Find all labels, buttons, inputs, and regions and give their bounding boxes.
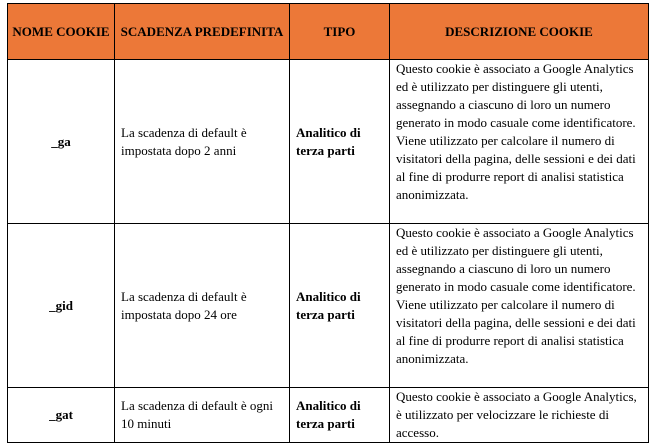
cookie-expiry-cell: La scadenza di default è ogni 10 minuti xyxy=(115,388,290,443)
cookie-expiry-cell: La scadenza di default è impostata dopo 2 anni xyxy=(115,60,290,224)
cookie-name-cell: _gid xyxy=(8,224,115,388)
cookie-expiry-cell: La scadenza di default è impostata dopo 24 ore xyxy=(115,224,290,388)
cookie-name-cell: _gat xyxy=(8,388,115,443)
table-row xyxy=(8,388,649,443)
header-cookie-name: NOME COOKIE xyxy=(8,4,115,60)
cookie-name-cell: _ga xyxy=(8,60,115,224)
table-header-row xyxy=(8,4,649,60)
table-row xyxy=(8,60,649,224)
cookie-description-cell: Questo cookie è associato a Google Analytics ed è utilizzato per distinguere gli utenti, assegnando a ciascuno di loro un numero generato in modo casuale come identificatore. Viene utilizzato per calcolare il numero di visitatori della pagina, delle sessioni e dei dati al fine di produrre report di analisi statistica anonimizzata. xyxy=(390,60,649,224)
header-type: TIPO xyxy=(290,4,390,60)
cookie-type-cell: Analitico di terza parti xyxy=(290,224,390,388)
header-cookie-description: DESCRIZIONE COOKIE xyxy=(390,4,649,60)
cookie-description-cell: Questo cookie è associato a Google Analytics ed è utilizzato per distinguere gli utenti, assegnando a ciascuno di loro un numero generato in modo casuale come identificatore. Viene utilizzato per calcolare il numero di visitatori della pagina, delle sessioni e dei dati al fine di produrre report di analisi statistica anonimizzata. xyxy=(390,224,649,388)
cookie-type-cell: Analitico di terza parti xyxy=(290,60,390,224)
cookie-description-cell: Questo cookie è associato a Google Analytics, è utilizzato per velocizzare le richieste di accesso. xyxy=(390,388,649,443)
cookie-table xyxy=(7,3,649,443)
table-row xyxy=(8,224,649,388)
header-default-expiry: SCADENZA PREDEFINITA xyxy=(115,4,290,60)
cookie-type-cell: Analitico di terza parti xyxy=(290,388,390,443)
